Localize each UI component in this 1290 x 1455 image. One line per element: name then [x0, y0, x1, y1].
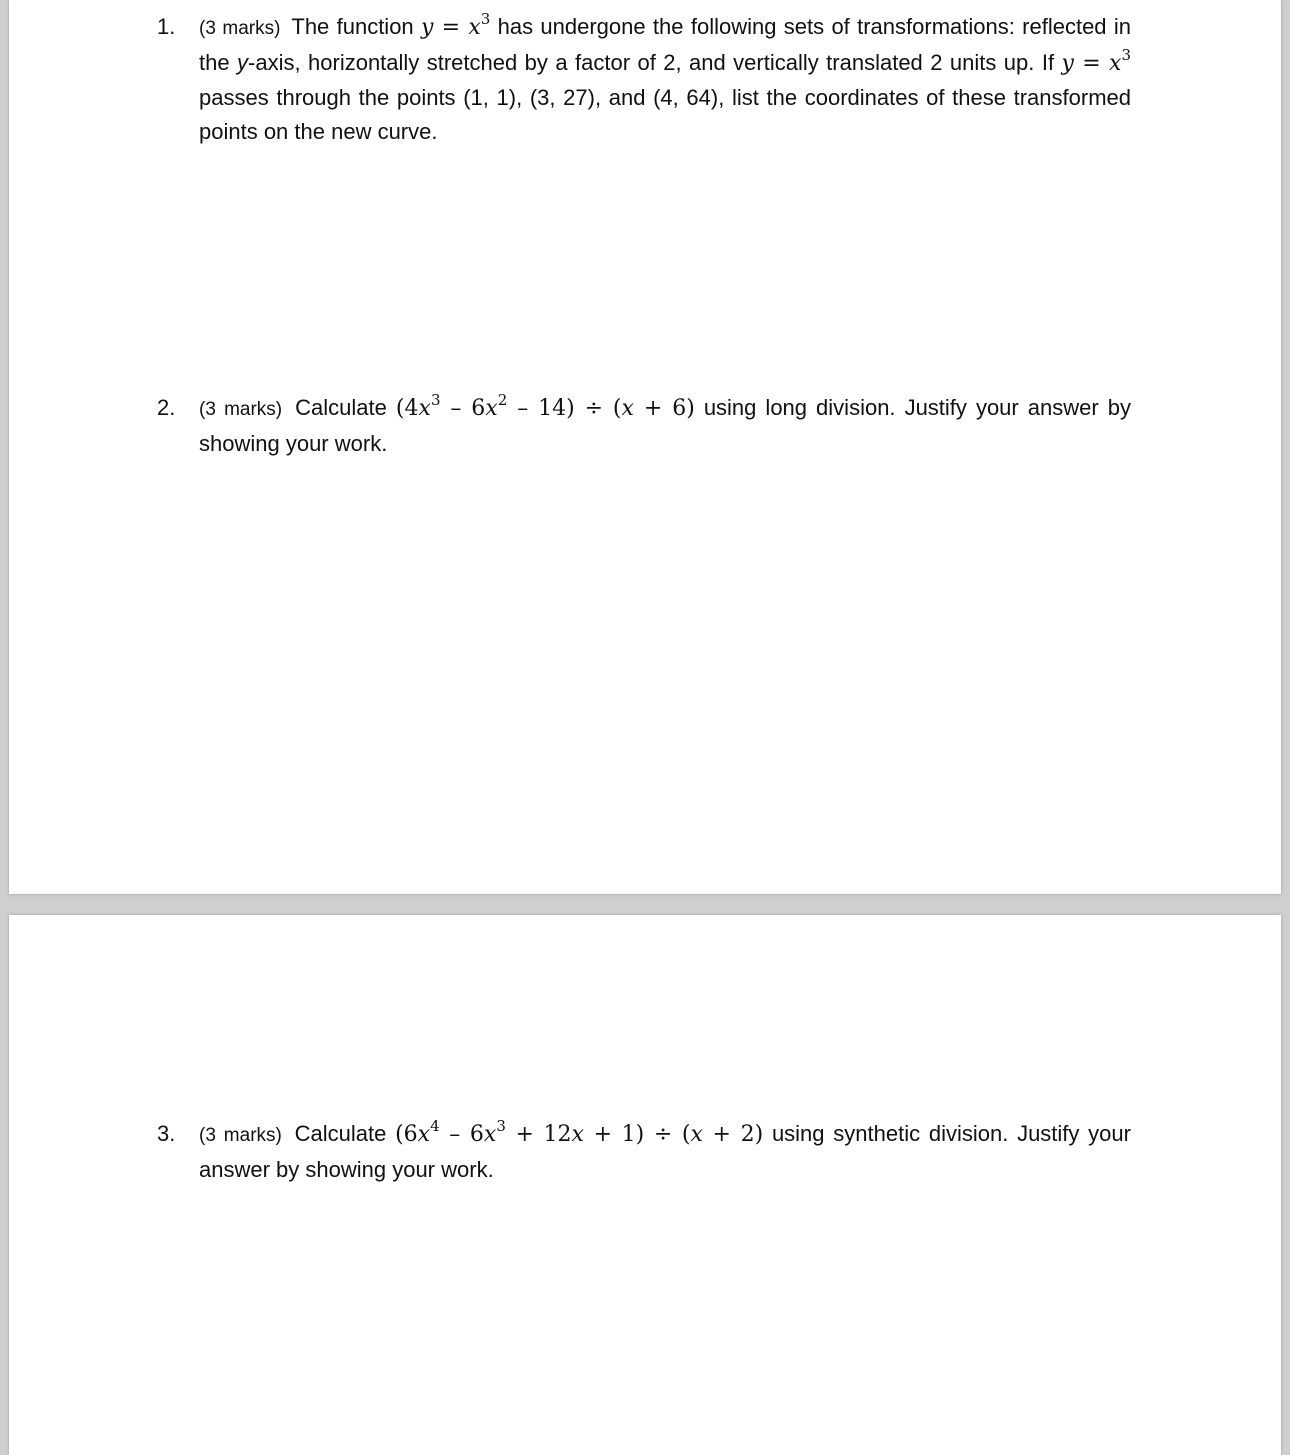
- equation: $y = x^3$: [1061, 45, 1131, 76]
- marks-label: (3 marks): [199, 1125, 282, 1146]
- question-number: 1.: [157, 14, 176, 39]
- variable: y: [237, 50, 249, 75]
- document-page-1: [9, 0, 1281, 894]
- question-text: Calculate: [294, 1121, 387, 1146]
- document-page-2: [9, 915, 1281, 1455]
- question-text: -axis, horizontally stretched by a factor of 2, and vertically translated 2 units up. If: [248, 50, 1055, 75]
- question-text: passes through the points (1, 1), (3, 27), and (4, 64), list the coordinates of these transformed points on the new curve.: [199, 85, 1131, 144]
- question-number: 3.: [157, 1121, 176, 1146]
- question-3: [157, 1116, 1131, 1187]
- question-text: The function: [291, 14, 414, 39]
- marks-label: (3 marks): [199, 18, 281, 39]
- question-number: 2.: [157, 395, 176, 420]
- question-text: using long division. Justify your answer by showing your work.: [199, 395, 1131, 456]
- equation: $y = x^3$: [421, 9, 491, 40]
- question-1: [157, 9, 1131, 149]
- equation: $(6x^4 - 6x^3 + 12x + 1) \div (x + 2)$: [395, 1116, 764, 1147]
- question-text: has undergone the following sets of transformations: reflected in the: [199, 14, 1131, 75]
- question-text: using synthetic division. Justify your answer by showing your work.: [199, 1121, 1131, 1182]
- equation: $(4x^3 - 6x^2 - 14) \div (x + 6)$: [395, 390, 695, 421]
- question-text: Calculate: [295, 395, 387, 420]
- marks-label: (3 marks): [199, 399, 283, 420]
- question-2: [157, 390, 1131, 461]
